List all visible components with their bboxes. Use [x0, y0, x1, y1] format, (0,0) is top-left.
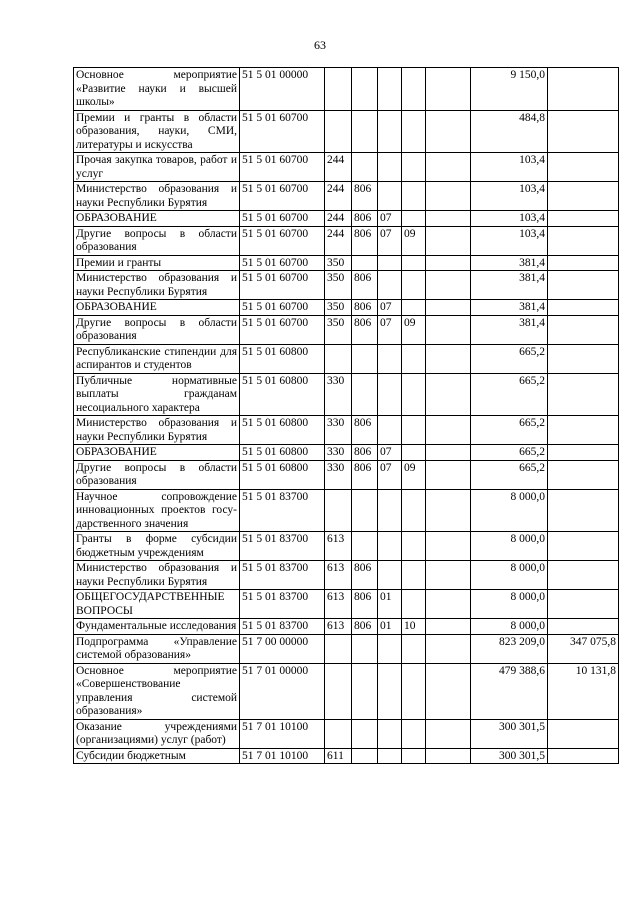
row-amount-1: 8 000,0 [471, 619, 548, 635]
row-target-code: 51 5 01 60700 [240, 226, 325, 255]
row-amount-2 [548, 211, 619, 227]
row-subsection: 09 [402, 460, 426, 489]
row-target-code: 51 5 01 60800 [240, 416, 325, 445]
row-ministry-code [352, 719, 378, 748]
row-name: Фундаментальные исследования [74, 619, 240, 635]
row-amount-2 [548, 460, 619, 489]
row-target-code: 51 5 01 60700 [240, 182, 325, 211]
row-target-code: 51 5 01 83700 [240, 489, 325, 532]
row-ministry-code: 806 [352, 619, 378, 635]
row-name: Субсидии бюджетным [74, 748, 240, 764]
budget-table [73, 67, 619, 764]
row-subsection [402, 110, 426, 153]
row-name: ОБРАЗОВАНИЕ [74, 445, 240, 461]
table-row [74, 373, 619, 416]
row-section [378, 255, 402, 271]
row-section: 07 [378, 211, 402, 227]
row-section [378, 748, 402, 764]
table-row [74, 460, 619, 489]
row-target-code: 51 5 01 60800 [240, 344, 325, 373]
table-row [74, 182, 619, 211]
table-row [74, 489, 619, 532]
row-expense-type [325, 110, 352, 153]
row-expense-type: 244 [325, 226, 352, 255]
row-section [378, 110, 402, 153]
row-name: ОБРАЗОВАНИЕ [74, 211, 240, 227]
row-subsection [402, 634, 426, 663]
row-empty-cell [426, 590, 471, 619]
row-subsection: 09 [402, 315, 426, 344]
row-ministry-code: 806 [352, 590, 378, 619]
row-empty-cell [426, 315, 471, 344]
row-name: Министерство образования и науки Республики Бурятия [74, 561, 240, 590]
table-row [74, 153, 619, 182]
row-expense-type: 244 [325, 182, 352, 211]
row-target-code: 51 5 01 83700 [240, 619, 325, 635]
row-subsection [402, 271, 426, 300]
row-target-code: 51 5 01 60800 [240, 445, 325, 461]
row-amount-2: 10 131,8 [548, 663, 619, 719]
row-ministry-code [352, 634, 378, 663]
table-row [74, 110, 619, 153]
row-amount-1: 8 000,0 [471, 532, 548, 561]
row-expense-type [325, 719, 352, 748]
row-section: 07 [378, 226, 402, 255]
table-row [74, 634, 619, 663]
row-subsection [402, 68, 426, 111]
row-amount-1: 479 388,6 [471, 663, 548, 719]
table-row [74, 416, 619, 445]
row-ministry-code: 806 [352, 445, 378, 461]
row-subsection [402, 532, 426, 561]
row-name: Министерство образования и науки Республики Бурятия [74, 271, 240, 300]
row-empty-cell [426, 373, 471, 416]
row-ministry-code: 806 [352, 226, 378, 255]
row-name: Министерство образования и науки Республики Бурятия [74, 182, 240, 211]
row-ministry-code [352, 532, 378, 561]
row-section [378, 561, 402, 590]
row-name: Другие вопросы в области образования [74, 315, 240, 344]
row-empty-cell [426, 271, 471, 300]
row-amount-1: 103,4 [471, 211, 548, 227]
row-name: Основное мероприятие «Развитие науки и высшей школы» [74, 68, 240, 111]
row-expense-type [325, 634, 352, 663]
row-section: 01 [378, 619, 402, 635]
row-name: Прочая закупка товаров, работ и услуг [74, 153, 240, 182]
table-row [74, 532, 619, 561]
row-expense-type: 613 [325, 532, 352, 561]
row-target-code: 51 5 01 83700 [240, 532, 325, 561]
row-expense-type [325, 344, 352, 373]
row-empty-cell [426, 663, 471, 719]
row-expense-type: 613 [325, 590, 352, 619]
row-empty-cell [426, 344, 471, 373]
row-section [378, 344, 402, 373]
row-target-code: 51 5 01 60700 [240, 315, 325, 344]
row-name: Другие вопросы в области образования [74, 460, 240, 489]
table-row [74, 315, 619, 344]
row-name: Гранты в форме субсидии бюджетным учреждениям [74, 532, 240, 561]
row-amount-2 [548, 271, 619, 300]
row-ministry-code [352, 373, 378, 416]
row-subsection [402, 719, 426, 748]
row-amount-2 [548, 153, 619, 182]
table-row [74, 255, 619, 271]
row-expense-type [325, 68, 352, 111]
row-empty-cell [426, 489, 471, 532]
row-amount-1: 381,4 [471, 271, 548, 300]
row-name: Научное сопровождение инновационных проектов госу-дарственного значения [74, 489, 240, 532]
row-amount-2 [548, 416, 619, 445]
row-amount-2 [548, 110, 619, 153]
row-empty-cell [426, 445, 471, 461]
row-name: ОБРАЗОВАНИЕ [74, 300, 240, 316]
row-expense-type: 350 [325, 271, 352, 300]
row-ministry-code [352, 110, 378, 153]
row-subsection: 10 [402, 619, 426, 635]
row-amount-1: 103,4 [471, 182, 548, 211]
row-ministry-code [352, 153, 378, 182]
row-target-code: 51 5 01 60800 [240, 460, 325, 489]
row-empty-cell [426, 460, 471, 489]
row-amount-2 [548, 255, 619, 271]
row-ministry-code: 806 [352, 211, 378, 227]
row-empty-cell [426, 182, 471, 211]
row-amount-1: 300 301,5 [471, 748, 548, 764]
table-row [74, 590, 619, 619]
row-empty-cell [426, 226, 471, 255]
row-empty-cell [426, 110, 471, 153]
row-empty-cell [426, 634, 471, 663]
row-section: 07 [378, 460, 402, 489]
row-expense-type: 330 [325, 445, 352, 461]
row-subsection [402, 344, 426, 373]
row-empty-cell [426, 416, 471, 445]
row-amount-2 [548, 300, 619, 316]
row-ministry-code [352, 489, 378, 532]
row-amount-2 [548, 182, 619, 211]
table-row [74, 271, 619, 300]
row-amount-2 [548, 532, 619, 561]
page-number: 63 [314, 38, 326, 52]
row-name: Другие вопросы в области образования [74, 226, 240, 255]
row-section [378, 271, 402, 300]
row-expense-type: 350 [325, 315, 352, 344]
row-empty-cell [426, 748, 471, 764]
row-section: 01 [378, 590, 402, 619]
row-amount-2 [548, 590, 619, 619]
row-ministry-code: 806 [352, 460, 378, 489]
row-subsection [402, 373, 426, 416]
row-target-code: 51 7 01 10100 [240, 719, 325, 748]
table-row [74, 561, 619, 590]
row-amount-1: 484,8 [471, 110, 548, 153]
row-ministry-code [352, 68, 378, 111]
row-ministry-code: 806 [352, 271, 378, 300]
row-empty-cell [426, 68, 471, 111]
row-amount-1: 665,2 [471, 373, 548, 416]
row-amount-1: 665,2 [471, 460, 548, 489]
row-ministry-code: 806 [352, 561, 378, 590]
row-empty-cell [426, 719, 471, 748]
row-subsection [402, 211, 426, 227]
row-section [378, 153, 402, 182]
row-amount-2 [548, 445, 619, 461]
row-name: Премии и гранты в области образования, науки, СМИ, литературы и искусства [74, 110, 240, 153]
row-section [378, 373, 402, 416]
row-expense-type: 350 [325, 300, 352, 316]
row-section [378, 182, 402, 211]
table-row [74, 663, 619, 719]
row-amount-1: 665,2 [471, 445, 548, 461]
row-section: 07 [378, 300, 402, 316]
row-target-code: 51 5 01 00000 [240, 68, 325, 111]
row-subsection [402, 153, 426, 182]
row-expense-type: 613 [325, 619, 352, 635]
row-subsection [402, 445, 426, 461]
row-expense-type: 330 [325, 416, 352, 445]
row-expense-type: 330 [325, 460, 352, 489]
row-amount-1: 8 000,0 [471, 590, 548, 619]
row-section [378, 719, 402, 748]
row-amount-2 [548, 748, 619, 764]
row-target-code: 51 5 01 83700 [240, 590, 325, 619]
table-row [74, 211, 619, 227]
row-subsection [402, 489, 426, 532]
row-amount-2 [548, 344, 619, 373]
table-row [74, 748, 619, 764]
row-target-code: 51 7 00 00000 [240, 634, 325, 663]
row-subsection [402, 182, 426, 211]
table-row [74, 300, 619, 316]
row-section: 07 [378, 315, 402, 344]
row-amount-1: 381,4 [471, 255, 548, 271]
row-ministry-code: 806 [352, 315, 378, 344]
row-section [378, 532, 402, 561]
row-subsection [402, 590, 426, 619]
row-expense-type [325, 489, 352, 532]
row-target-code: 51 5 01 60700 [240, 153, 325, 182]
row-name: Подпрограмма «Управление системой образования» [74, 634, 240, 663]
table-row [74, 226, 619, 255]
row-empty-cell [426, 532, 471, 561]
table-row [74, 445, 619, 461]
row-target-code: 51 7 01 10100 [240, 748, 325, 764]
row-empty-cell [426, 255, 471, 271]
row-subsection [402, 300, 426, 316]
row-ministry-code: 806 [352, 300, 378, 316]
row-ministry-code: 806 [352, 182, 378, 211]
row-name: Республиканские стипендии для аспирантов и студентов [74, 344, 240, 373]
row-target-code: 51 5 01 60700 [240, 110, 325, 153]
row-ministry-code [352, 255, 378, 271]
row-ministry-code [352, 344, 378, 373]
row-target-code: 51 5 01 60700 [240, 300, 325, 316]
row-amount-2 [548, 373, 619, 416]
row-empty-cell [426, 619, 471, 635]
row-section [378, 663, 402, 719]
row-subsection [402, 748, 426, 764]
row-amount-1: 8 000,0 [471, 489, 548, 532]
row-amount-2 [548, 68, 619, 111]
row-amount-1: 381,4 [471, 315, 548, 344]
row-amount-2 [548, 561, 619, 590]
row-empty-cell [426, 211, 471, 227]
row-target-code: 51 7 01 00000 [240, 663, 325, 719]
row-subsection [402, 255, 426, 271]
row-subsection [402, 416, 426, 445]
table-row [74, 68, 619, 111]
row-expense-type: 330 [325, 373, 352, 416]
row-target-code: 51 5 01 83700 [240, 561, 325, 590]
row-amount-1: 381,4 [471, 300, 548, 316]
row-section [378, 68, 402, 111]
row-amount-2 [548, 719, 619, 748]
row-name: Публичные нормативные выплаты гражданам несоциального характера [74, 373, 240, 416]
row-amount-1: 823 209,0 [471, 634, 548, 663]
row-empty-cell [426, 153, 471, 182]
row-ministry-code: 806 [352, 416, 378, 445]
row-section [378, 634, 402, 663]
budget-table-body [74, 68, 619, 764]
row-section [378, 489, 402, 532]
row-amount-2: 347 075,8 [548, 634, 619, 663]
row-amount-2 [548, 489, 619, 532]
table-row [74, 719, 619, 748]
row-ministry-code [352, 663, 378, 719]
row-amount-1: 9 150,0 [471, 68, 548, 111]
row-name: Оказание учреждениями (организациями) услуг (работ) [74, 719, 240, 748]
row-section [378, 416, 402, 445]
table-row [74, 344, 619, 373]
row-expense-type: 613 [325, 561, 352, 590]
row-section: 07 [378, 445, 402, 461]
row-expense-type [325, 663, 352, 719]
table-row [74, 619, 619, 635]
row-expense-type: 350 [325, 255, 352, 271]
row-amount-2 [548, 315, 619, 344]
row-amount-1: 300 301,5 [471, 719, 548, 748]
row-subsection: 09 [402, 226, 426, 255]
row-expense-type: 611 [325, 748, 352, 764]
row-amount-1: 665,2 [471, 416, 548, 445]
row-empty-cell [426, 561, 471, 590]
row-name: Министерство образования и науки Республики Бурятия [74, 416, 240, 445]
row-name: ОБЩЕГОСУДАРСТВЕННЫЕ ВОПРОСЫ [74, 590, 240, 619]
row-subsection [402, 561, 426, 590]
row-amount-1: 8 000,0 [471, 561, 548, 590]
row-amount-1: 103,4 [471, 153, 548, 182]
row-ministry-code [352, 748, 378, 764]
row-target-code: 51 5 01 60700 [240, 211, 325, 227]
row-empty-cell [426, 300, 471, 316]
row-name: Премии и гранты [74, 255, 240, 271]
row-target-code: 51 5 01 60700 [240, 255, 325, 271]
row-amount-2 [548, 226, 619, 255]
row-subsection [402, 663, 426, 719]
row-name: Основное мероприятие «Совершенствование управления системой образования» [74, 663, 240, 719]
row-amount-1: 103,4 [471, 226, 548, 255]
row-target-code: 51 5 01 60700 [240, 271, 325, 300]
row-expense-type: 244 [325, 211, 352, 227]
row-target-code: 51 5 01 60800 [240, 373, 325, 416]
row-expense-type: 244 [325, 153, 352, 182]
row-amount-1: 665,2 [471, 344, 548, 373]
row-amount-2 [548, 619, 619, 635]
